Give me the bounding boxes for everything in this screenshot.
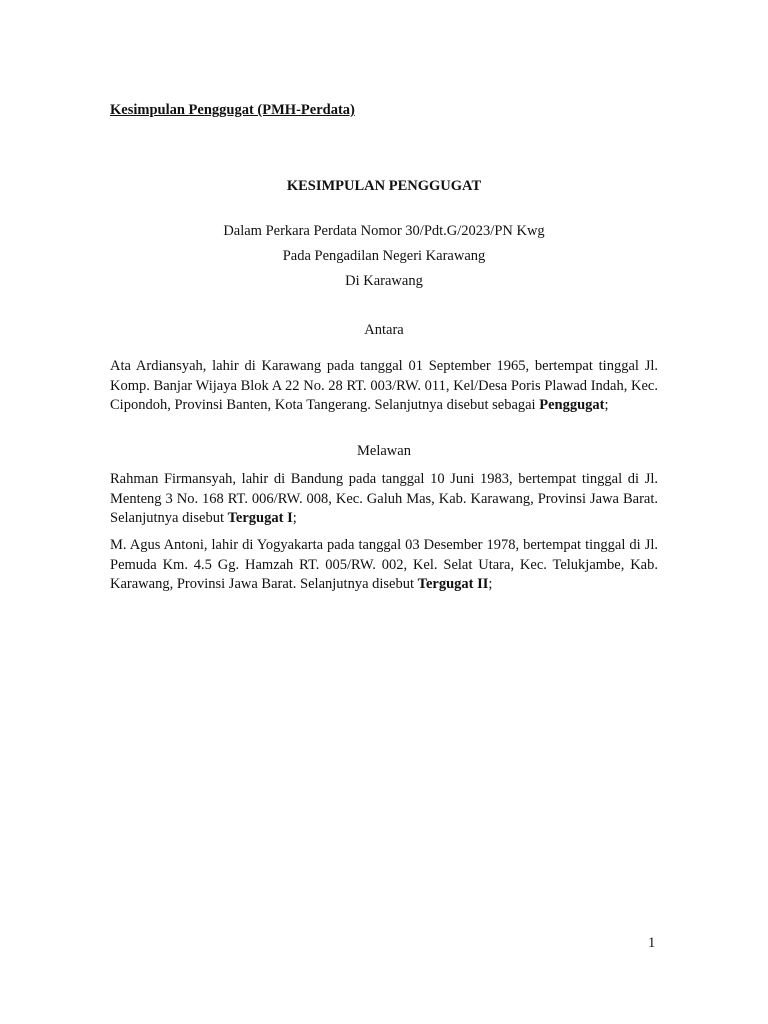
- document-title: KESIMPULAN PENGGUGAT: [286, 178, 482, 194]
- defendant-2-end: ;: [488, 576, 493, 593]
- defendant-1-paragraph: [110, 470, 658, 529]
- page-number: 1: [648, 935, 656, 951]
- defendant-2-role: Tergugat II: [417, 576, 489, 593]
- defendant-1-role: Tergugat I: [227, 510, 293, 527]
- court-line: Pada Pengadilan Negeri Karawang: [282, 248, 486, 264]
- plaintiff-text: Ata Ardiansyah, lahir di Karawang pada tanggal 01 September 1965, bertempat tinggal Jl. Komp. Banjar Wijaya Blok A 22 No. 28 RT. 003/RW. 011, Kel/Desa Poris Plawad Indah, Kec. Cipondoh, Provinsi Banten, Kota Tangerang. Selanjutnya disebut sebagai: [110, 358, 658, 414]
- defendant-1-end: ;: [292, 510, 297, 527]
- defendant-2-paragraph: [110, 536, 658, 595]
- defendant-2-text: M. Agus Antoni, lahir di Yogyakarta pada tanggal 03 Desember 1978, bertempat tinggal di Jl. Pemuda Km. 4.5 Gg. Hamzah RT. 005/RW. 002, Kel. Selat Utara, Kec. Telukjambe, Kab. Karawang, Provinsi Jawa Barat. Selanjutnya disebut: [110, 537, 658, 593]
- plaintiff-end: ;: [604, 397, 609, 414]
- defendant-1-text: Rahman Firmansyah, lahir di Bandung pada tanggal 10 Juni 1983, bertempat tinggal di Jl. Menteng 3 No. 168 RT. 006/RW. 008, Kec. Galuh Mas, Kab. Karawang, Provinsi Jawa Barat. Selanjutnya disebut: [110, 471, 658, 527]
- location-line: Di Karawang: [345, 273, 423, 289]
- plaintiff-paragraph: [110, 357, 658, 416]
- plaintiff-role: Penggugat: [539, 397, 605, 414]
- case-number-line: Dalam Perkara Perdata Nomor 30/Pdt.G/2023/PN Kwg: [223, 223, 545, 239]
- between-label: Antara: [364, 322, 404, 338]
- versus-label: Melawan: [357, 443, 411, 459]
- document-heading-link[interactable]: Kesimpulan Penggugat (PMH-Perdata): [110, 102, 355, 118]
